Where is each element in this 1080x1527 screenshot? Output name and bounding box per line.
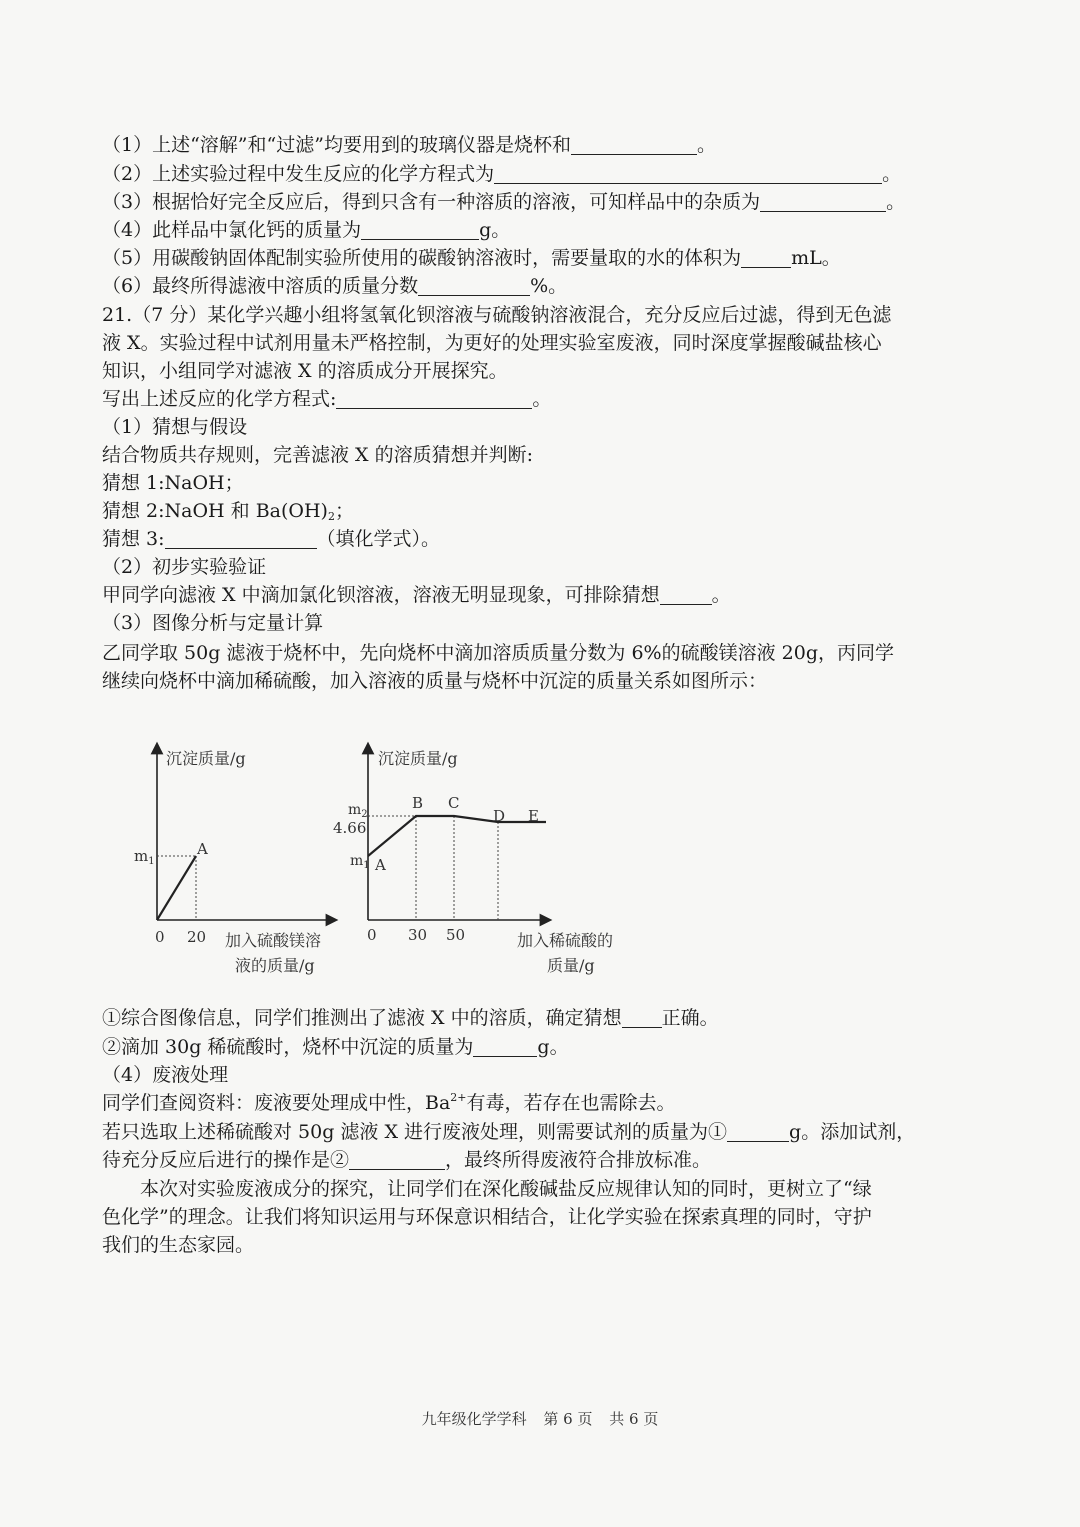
- series-line: [157, 856, 196, 920]
- guess2: 猜想 2:NaOH 和 $Ba(OH)_2$；: [102, 500, 354, 523]
- point-label-C: C: [448, 794, 460, 812]
- section1-title: （1）猜想与假设: [102, 416, 248, 438]
- y-tick-4-66: 4.66: [333, 819, 367, 837]
- guess1: 猜想 1:NaOH；: [102, 472, 244, 494]
- point-label-E: E: [528, 807, 539, 825]
- q21-intro-line3: 知识，小组同学对滤液 X 的溶质成分开展探究。: [102, 360, 508, 382]
- point-label-A: A: [375, 856, 386, 874]
- page-footer: [0, 1408, 1080, 1429]
- y-tick-m2: $m_2$: [348, 802, 368, 820]
- footer-total: 共 6 页: [609, 1410, 659, 1428]
- answer-blank[interactable]: [361, 219, 479, 240]
- answer-blank[interactable]: [165, 528, 317, 549]
- q20-part1: （1）上述“溶解”和“过滤”均要用到的玻璃仪器是烧杯和 。: [102, 134, 716, 156]
- x-axis-label-2: 液的质量/g: [235, 956, 315, 975]
- section4-title: （4）废液处理: [102, 1064, 229, 1086]
- q21-intro-line2: 液 X。实验过程中试剂用量未严格控制，为更好的处理实验室废液，同时深度掌握酸碱盐核心: [102, 332, 882, 354]
- section4-text3: 待充分反应后进行的操作是② ，最终所得废液符合排放标准。: [102, 1149, 712, 1171]
- answer-blank[interactable]: [336, 388, 532, 409]
- answer-blank[interactable]: [418, 275, 530, 296]
- x-tick-20: 20: [187, 928, 207, 946]
- point-label-B: B: [412, 794, 424, 812]
- series-line: [368, 816, 546, 856]
- x-axis-label-2: 质量/g: [547, 956, 595, 975]
- answer-blank[interactable]: [571, 134, 697, 155]
- q21-equation: 写出上述反应的化学方程式: 。: [102, 388, 552, 410]
- x-axis-label-1: 加入稀硫酸的: [517, 931, 614, 950]
- section3-text2: 继续向烧杯中滴加稀硫酸，加入溶液的质量与烧杯中沉淀的质量关系如图所示：: [102, 670, 768, 692]
- x-tick-30: 30: [408, 926, 428, 944]
- q20-part3: （3）根据恰好完全反应后，得到只含有一种溶质的溶液，可知样品中的杂质为 。: [102, 191, 906, 213]
- x-axis-label-1: 加入硫酸镁溶: [225, 931, 322, 950]
- x-origin: 0: [367, 926, 377, 944]
- point-label-D: D: [493, 807, 506, 825]
- q20-part2: （2）上述实验过程中发生反应的化学方程式为 。: [102, 163, 902, 185]
- q20-part6: （6）最终所得滤液中溶质的质量分数 %。: [102, 275, 568, 297]
- closing-line1: 本次对实验废液成分的探究，让同学们在深化酸碱盐反应规律认知的同时，更树立了“绿: [140, 1178, 872, 1200]
- q21-intro-line1: 21.（7 分）某化学兴趣小组将氢氧化钡溶液与硫酸钠溶液混合，充分反应后过滤，得到无色滤: [102, 304, 892, 326]
- answer-blank[interactable]: [760, 191, 886, 212]
- graph-sulfuric-acid: [320, 730, 650, 990]
- section2-text: 甲同学向滤液 X 中滴加氯化钡溶液，溶液无明显现象，可排除猜想 。: [102, 584, 731, 606]
- y-axis-label: 沉淀质量/g: [166, 749, 246, 768]
- point-label-A: A: [197, 840, 208, 858]
- answer2: ②滴加 30g 稀硫酸时，烧杯中沉淀的质量为 g。: [102, 1036, 569, 1058]
- q20-part5: （5）用碳酸钠固体配制实验所使用的碳酸钠溶液时，需要量取的水的体积为 mL。: [102, 247, 841, 269]
- answer-blank[interactable]: [473, 1036, 537, 1057]
- q20-part4: （4）此样品中氯化钙的质量为 g。: [102, 219, 511, 241]
- section1-desc: 结合物质共存规则，完善滤液 X 的溶质猜想并判断:: [102, 444, 534, 466]
- y-tick-m1: $m_1$: [134, 847, 155, 867]
- section4-text2: 若只选取上述稀硫酸对 50g 滤液 X 进行废液处理，则需要试剂的质量为① g。添加试剂，: [102, 1121, 916, 1143]
- y-axis-label: 沉淀质量/g: [378, 749, 458, 768]
- section2-title: （2）初步实验验证: [102, 556, 267, 578]
- guess3: 猜想 3: （填化学式）。: [102, 528, 441, 550]
- footer-page: 第 6 页: [543, 1410, 593, 1428]
- x-tick-50: 50: [446, 926, 466, 944]
- closing-line3: 我们的生态家园。: [102, 1234, 255, 1256]
- footer-subject: 九年级化学学科: [421, 1410, 527, 1428]
- section3-text1: 乙同学取 50g 滤液于烧杯中，先向烧杯中滴加溶质质量分数为 6%的硫酸镁溶液 20g，丙同学: [102, 642, 894, 664]
- answer-blank[interactable]: [622, 1007, 662, 1028]
- closing-line2: 色化学”的理念。让我们将知识运用与环保意识相结合，让化学实验在探索真理的同时，守护: [102, 1206, 872, 1228]
- section3-title: （3）图像分析与定量计算: [102, 612, 324, 634]
- section4-text1: 同学们查阅资料：废液要处理成中性，$Ba^{2+}$有毒，若存在也需除去。: [102, 1091, 676, 1114]
- answer-blank[interactable]: [494, 163, 882, 184]
- answer-blank[interactable]: [741, 247, 791, 268]
- answer1: ①综合图像信息，同学们推测出了滤液 X 中的溶质，确定猜想 正确。: [102, 1007, 719, 1029]
- answer-blank[interactable]: [349, 1149, 445, 1170]
- answer-blank[interactable]: [727, 1121, 789, 1142]
- answer-blank[interactable]: [660, 584, 712, 605]
- y-tick-m1: $m_1$: [350, 853, 370, 871]
- x-origin: 0: [155, 928, 165, 946]
